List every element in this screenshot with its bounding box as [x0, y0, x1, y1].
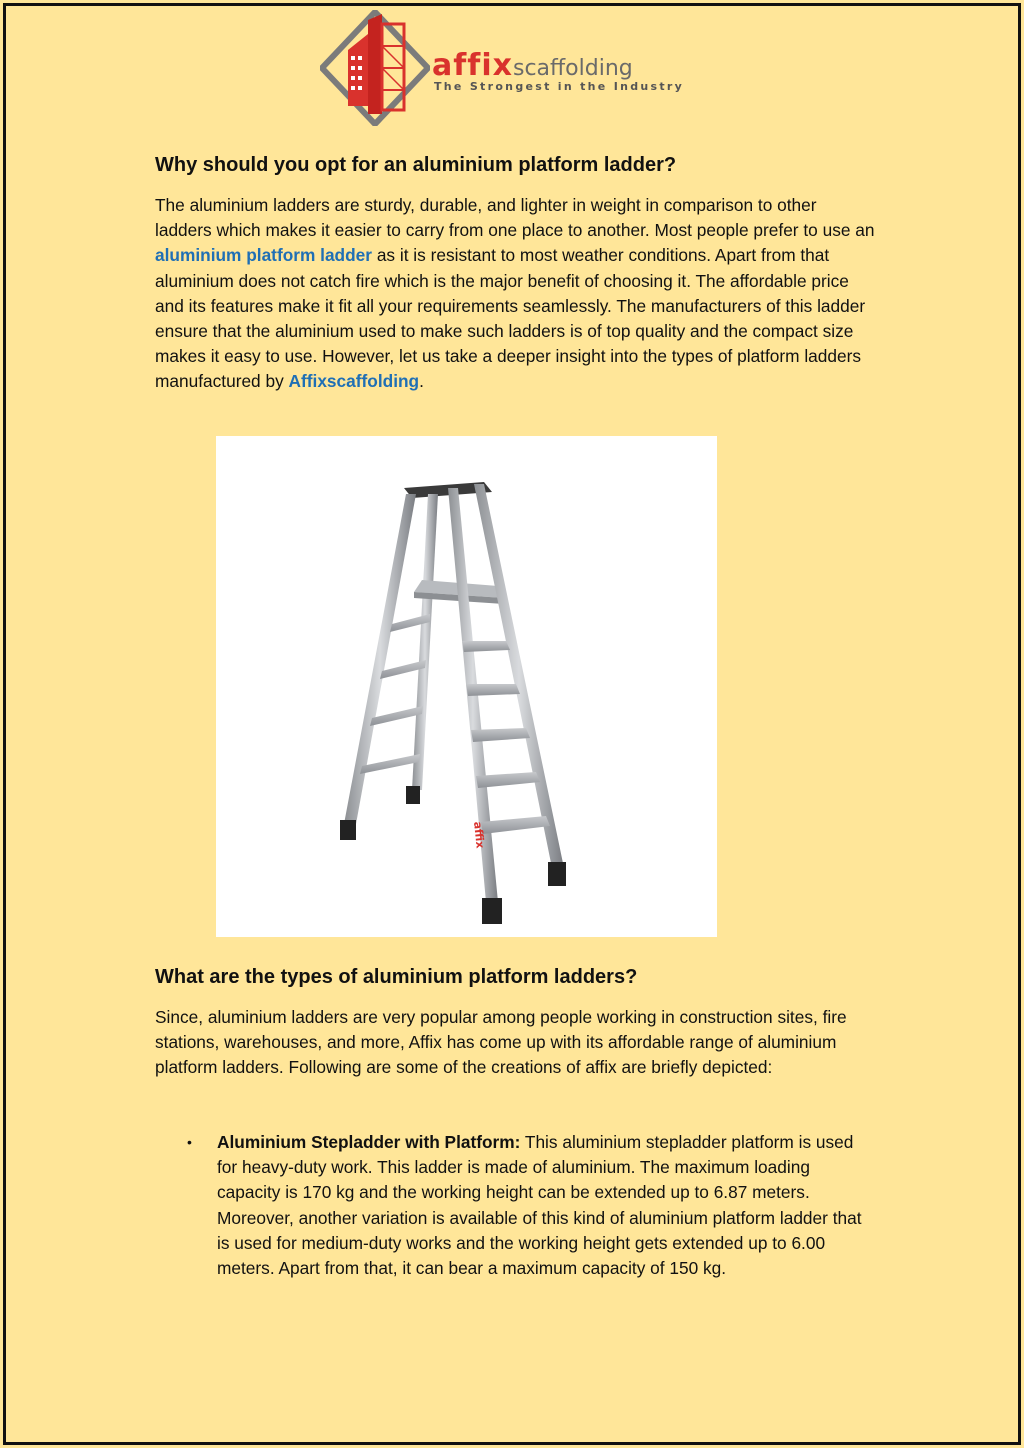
section-types [155, 964, 875, 990]
ladder-illustration [216, 436, 717, 937]
logo-building-emblem-icon [320, 10, 430, 126]
paragraph-types-intro: Since, aluminium ladders are very popular among people working in construction sites, fire stations, warehouses, and more, Affix has come up with its affordable range of aluminium platform ladders. Following are some of the creations of affix are briefly depicted: [155, 1007, 847, 1078]
heading-types: What are the types of aluminium platform ladders? [155, 966, 638, 988]
ladder-photo [216, 436, 717, 937]
types-list [155, 1130, 875, 1281]
brand-name-affix: affix [432, 48, 513, 83]
bullet-icon: • [187, 1134, 192, 1150]
section-why [155, 152, 875, 178]
section-why-body [155, 193, 875, 395]
list-item-body: This aluminium stepladder platform is used for heavy-duty work. This ladder is made of aluminium. The maximum loading capacity is 170 kg and the working height can be extended up to 6.87 meters. Moreover, another variation is available of this kind of aluminium platform ladder that is used for medium-duty works and the working height gets extended up to 6.00 meters. Apart from that, it can bear a maximum capacity of 150 kg. [217, 1132, 862, 1279]
list-item [155, 1130, 875, 1281]
list-item-title: Aluminium Stepladder with Platform: [217, 1132, 521, 1152]
brand-name-scaffolding: scaffolding [512, 56, 633, 81]
logo-wordmark [432, 48, 633, 83]
ladder-brand-label: affix [471, 820, 487, 849]
heading-why: Why should you opt for an aluminium platform ladder? [155, 154, 677, 176]
paragraph-why-part2: as it is resistant to most weather conditions. Apart from that aluminium does not catch fire which is the major benefit of choosing it. The affordable price and its features make it fit all your requirements seamlessly. The manufacturers of this ladder ensure that the aluminium used to make such ladders is of top quality and the compact size makes it easy to use. However, let us take a deeper insight into the types of platform ladders manufactured by [155, 245, 866, 392]
affix-logo[interactable] [320, 10, 685, 126]
list-item-text [217, 1130, 875, 1281]
section-types-body [155, 1005, 875, 1081]
paragraph-why [155, 193, 875, 395]
link-affixscaffolding[interactable]: Affixscaffolding [288, 371, 420, 392]
link-aluminium-platform-ladder[interactable]: aluminium platform ladder [155, 245, 373, 266]
paragraph-why-part1: The aluminium ladders are sturdy, durable, and lighter in weight in comparison to other ladders which makes it easier to carry from one place to another. Most people prefer to use an [155, 195, 875, 241]
logo-tagline: The Strongest in the Industry [434, 80, 685, 93]
paragraph-why-part3: . [419, 371, 424, 392]
